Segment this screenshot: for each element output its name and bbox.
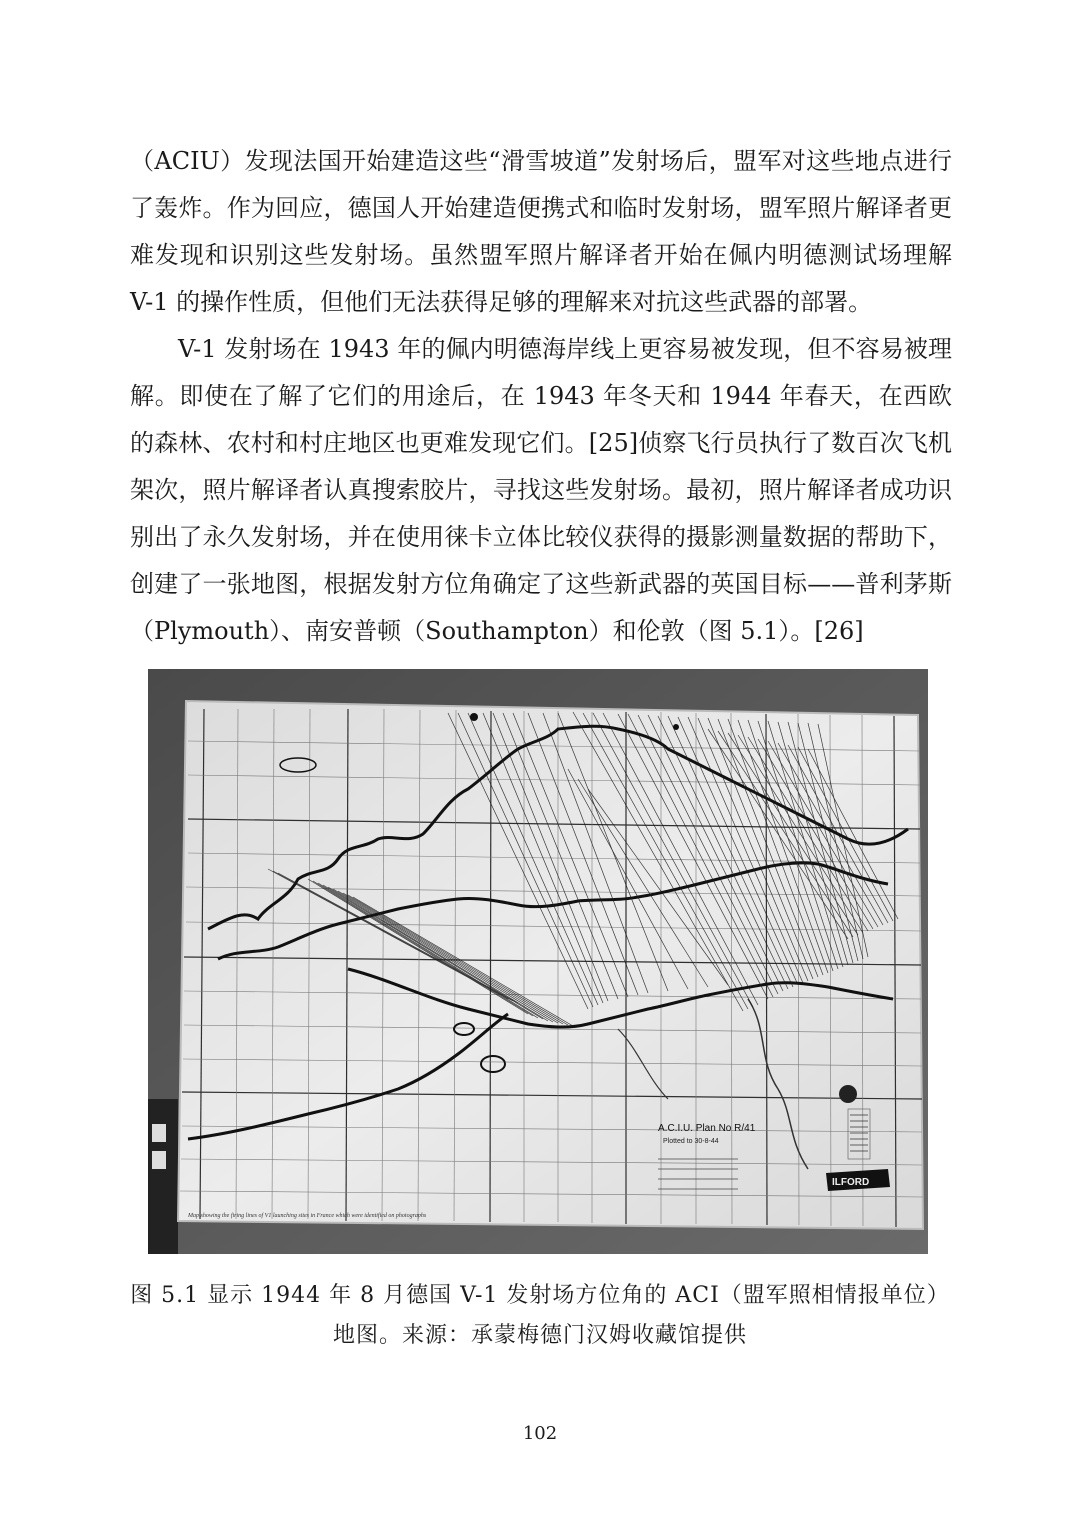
- target-marker: [839, 1085, 857, 1103]
- shelf-object: [148, 1099, 178, 1254]
- caption-line-2: 地图。来源：承蒙梅德门汉姆收藏馆提供: [332, 1323, 747, 1348]
- map-subtitle: Plotted to 30-8-44: [663, 1138, 719, 1145]
- map-photograph: [148, 669, 928, 1254]
- body-text: [130, 138, 952, 655]
- page-number: 102: [522, 1423, 558, 1444]
- paragraph-1: （ACIU）发现法国开始建造这些“滑雪坡道”发射场后，盟军对这些地点进行了轰炸。作为回应，德国人开始建造便携式和临时发射场，盟军照片解译者更难发现和识别这些发射场。虽然盟军照片解译者开始在佩内明德测试场理解 V-1 的操作性质，但他们无法获得足够的理解来对抗这些武器的部署。: [130, 147, 952, 316]
- brand-label: ILFORD: [832, 1177, 870, 1188]
- caption-line-1: 图 5.1 显示 1944 年 8 月德国 V-1 发射场方位角的 ACI（盟军照相情报单位）: [130, 1283, 950, 1308]
- map-title: A.C.I.U. Plan No R/41: [658, 1123, 756, 1134]
- map-bottom-note: Map showing the firing lines of V1 launching sites in France which were identified on photographs: [188, 1213, 427, 1219]
- figure-map-photo: [148, 669, 928, 1254]
- paragraph-2: V-1 发射场在 1943 年的佩内明德海岸线上更容易被发现，但不容易被理解。即使在了解了它们的用途后，在 1943 年冬天和 1944 年春天，在西欧的森林、农村和村庄地区也更难发现它们。[25]侦察飞行员执行了数百次飞机架次，照片解译者认真搜索胶片，寻找这些发射场。最初，照片解译者成功识别出了永久发射场，并在使用徕卡立体比较仪获得的摄影测量数据的帮助下，创建了一张地图，根据发射方位角确定了这些新武器的英国目标——普利茅斯（Plymouth）、南安普顿（Southampton）和伦敦（图 5.1）。[26]: [130, 335, 952, 645]
- figure-caption: [110, 1276, 970, 1356]
